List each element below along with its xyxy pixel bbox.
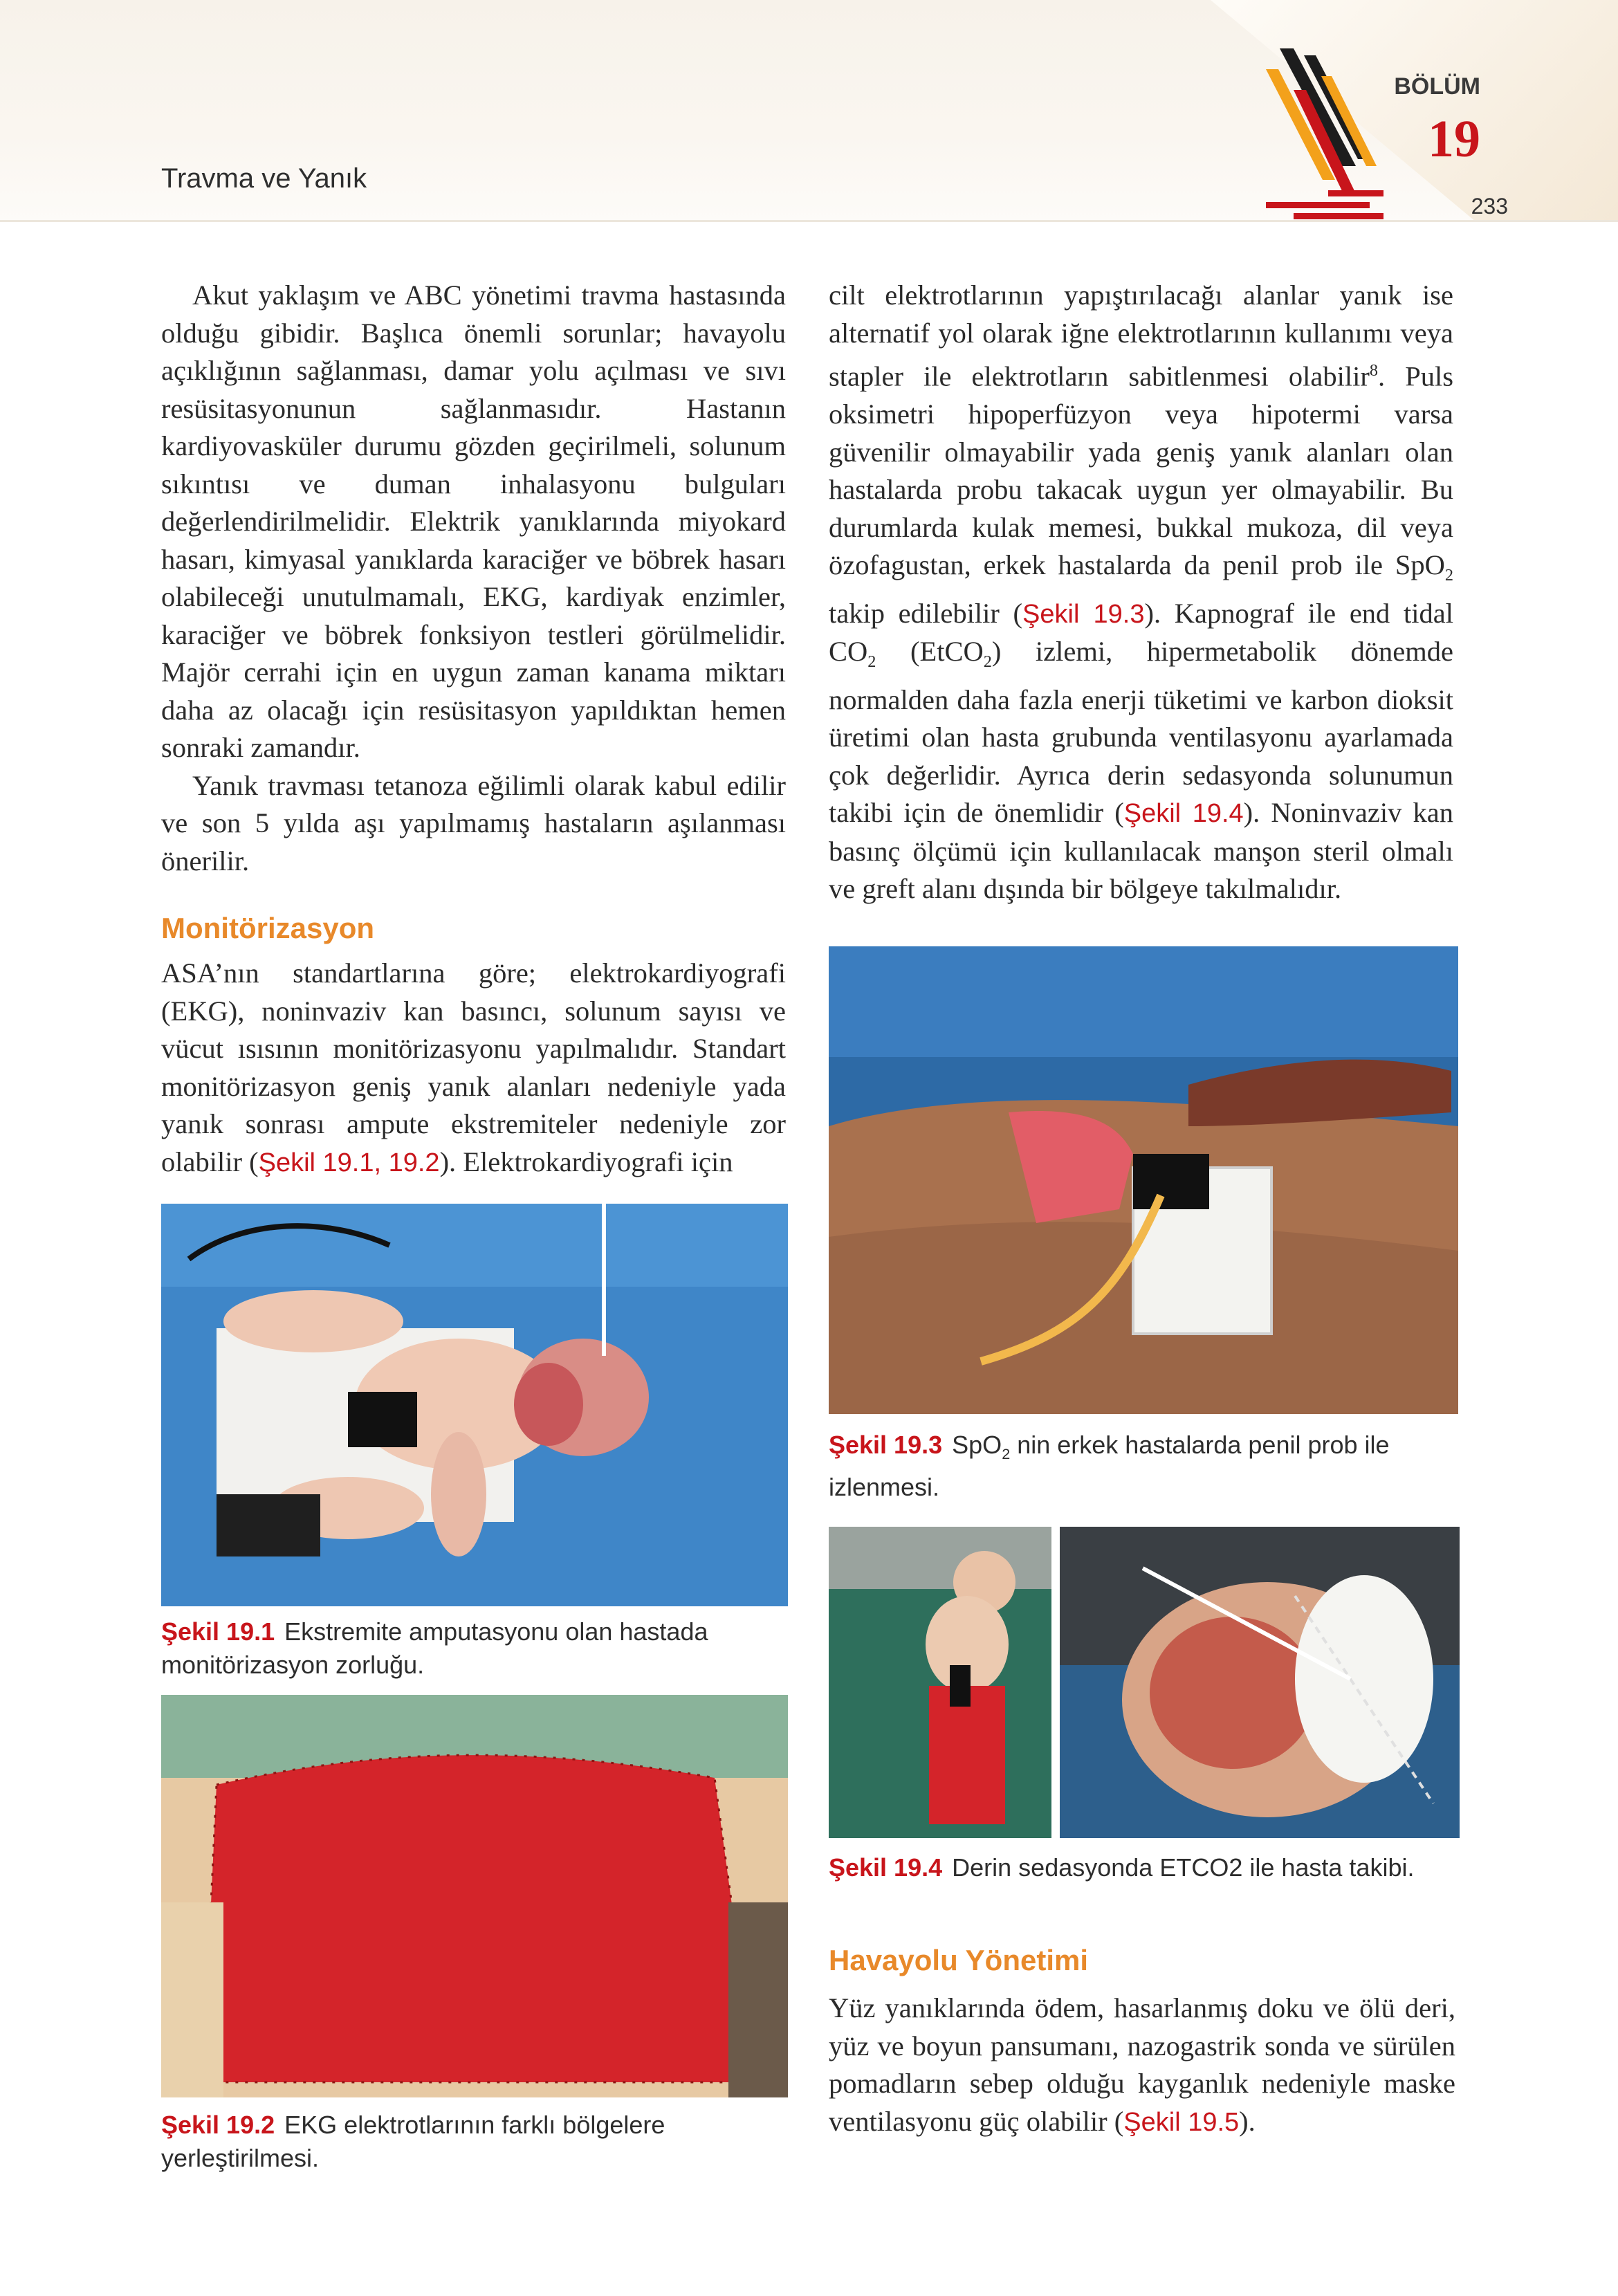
figure-label: Şekil 19.3 [829, 1431, 943, 1459]
right-column [829, 277, 1453, 908]
paragraph-electrodes-oximetry [829, 277, 1453, 908]
paragraph-text: ASA’nın standartlarına göre; elektrokardiyografi (EKG), noninvaziv kan basıncı, solunum sayısı ve vücut ısısının monitörizasyonu yapılmalıdır. Standart monitörizasyon geniş yanık alanları nedeniyle yada yanık sonrası ampute ekstremiteler nedeniyle zor olabilir ( [161, 957, 786, 1177]
figure-19-1-photo [161, 1204, 788, 1606]
section-heading-monitoring: Monitörizasyon [161, 912, 375, 944]
figure-19-3-caption [829, 1429, 1455, 1504]
left-column [161, 277, 786, 1182]
paragraph-tetanus: Yanık travması tetanoza eğilimli olarak kabul edilir ve son 5 yılda aşı yapılmamış hastaların aşılanması önerilir. [161, 769, 786, 876]
running-title: Travma ve Yanık [161, 163, 367, 194]
chapter-label: BÖLÜM [1394, 73, 1480, 100]
figure-19-2-photo [161, 1695, 788, 2097]
figure-reference-link[interactable]: Şekil 19.4 [1123, 799, 1244, 829]
subscript: 2 [1002, 1445, 1011, 1463]
figure-caption-text: EKG elektrotlarının farklı bölgelere yerleştirilmesi. [161, 2111, 665, 2172]
figure-19-4-caption [829, 1851, 1455, 1884]
paragraph-text: ) izlemi, hipermetabolik dönemde normalden daha fazla enerji tüketimi ve karbon dioksit üretimi olan hasta grubunda ventilasyonu ayarlamada çok değerlidir. Ayrıca derin sedasyonda solunumun takibi için de önemlidir ( [829, 636, 1453, 829]
paragraph-text: takip edilebilir ( [829, 597, 1023, 629]
chapter-number: 19 [1428, 110, 1480, 168]
caption-text: SpO [952, 1431, 1002, 1459]
citation-superscript: 8 [1369, 361, 1379, 380]
figure-19-1-caption [161, 1615, 788, 1682]
figure-label: Şekil 19.4 [829, 1853, 943, 1882]
figure-19-2-caption [161, 2109, 798, 2175]
figure-19-4-photo-left [829, 1527, 1051, 1838]
section-heading-airway: Havayolu Yönetimi [829, 1944, 1089, 1976]
airway-section [829, 1944, 1455, 2141]
paragraph-airway [829, 1990, 1455, 2141]
paragraph-text: Yüz yanıklarında ödem, hasarlanmış doku ve ölü deri, yüz ve boyun pansumanı, nazogastrik sonda ve sürülen pomadların sebep olduğu kayganlık nedeniyle maske ventilasyonu güç olabilir ( [829, 1992, 1455, 2137]
figure-reference-link[interactable]: Şekil 19.3 [1022, 599, 1145, 629]
page-number: 233 [1471, 194, 1508, 219]
figure-caption-text: Derin sedasyonda ETCO2 ile hasta takibi. [952, 1853, 1415, 1882]
figure-label: Şekil 19.1 [161, 1617, 275, 1646]
paragraph-text: ). Noninvaziv kan basınç ölçümü için kullanılacak manşon steril olmalı ve greft alanı dışında bir bölgeye takılmalıdır. [829, 797, 1453, 905]
subscript: 2 [867, 652, 876, 672]
paragraph-text: . Puls oksimetri hipoperfüzyon veya hipotermi varsa güvenilir olmayabilir yada geniş yanık alanları olan hastalarda probu takacak uygun yer olmayabilir. Bu durumlarda kulak memesi, bukkal mukoza, dil veya özofagustan, erkek hastalarda da penil prob ile SpO [829, 360, 1453, 580]
caption-text: nin erkek hastalarda penil prob ile izlenmesi. [829, 1431, 1390, 1502]
figure-caption-text: Ekstremite amputasyonu olan hastada monitörizasyon zorluğu. [161, 1617, 708, 1679]
paragraph-text: ). Elektrokardiyografi için [439, 1146, 733, 1177]
paragraph-text: ). [1239, 2105, 1256, 2137]
figure-reference-link[interactable]: Şekil 19.5 [1123, 2107, 1240, 2137]
paragraph-text: ). Kapnograf ile end tidal CO [829, 597, 1453, 668]
figure-reference-link[interactable]: Şekil 19.1, 19.2 [258, 1148, 440, 1177]
paragraph-text: cilt elektrotlarının yapıştırılacağı alanlar yanık ise alternatif yol olarak iğne elektrotlarının kullanımı veya stapler ile elektrotların sabitlenmesi olabilir [829, 279, 1453, 392]
paragraph-text: (EtCO [876, 636, 984, 668]
figure-label: Şekil 19.2 [161, 2111, 275, 2139]
subscript: 2 [983, 652, 992, 672]
figure-19-4-photo-right [1060, 1527, 1460, 1838]
paragraph-acute-approach: Akut yaklaşım ve ABC yönetimi travma hastasında olduğu gibidir. Başlıca önemli sorunlar; havayolu açıklığının sağlanması, damar yolu açılması ve sıvı resüsitasyonunun sağlanmasıdır. Hastanın kardiyovasküler durumu gözden geçirilmeli, solunum sıkıntısı ve duman inhalasyonu bulguları değerlendirilmelidir. Elektrik yanıklarında miyokard hasarı, kimyasal yanıklarda karaciğer ve böbrek hasarı olabileceği unutulmamalı, EKG, kardiyak enzimler, karaciğer ve böbrek fonksiyon testleri görülmelidir. Majör cerrahi için en uygun zaman kanama miktarı daha az olacağı için resüsitasyon yapıldıktan hemen sonraki zamandır. [161, 279, 786, 763]
paragraph-monitoring [161, 955, 786, 1182]
subscript: 2 [1444, 566, 1453, 585]
figure-19-3-photo [829, 946, 1458, 1414]
